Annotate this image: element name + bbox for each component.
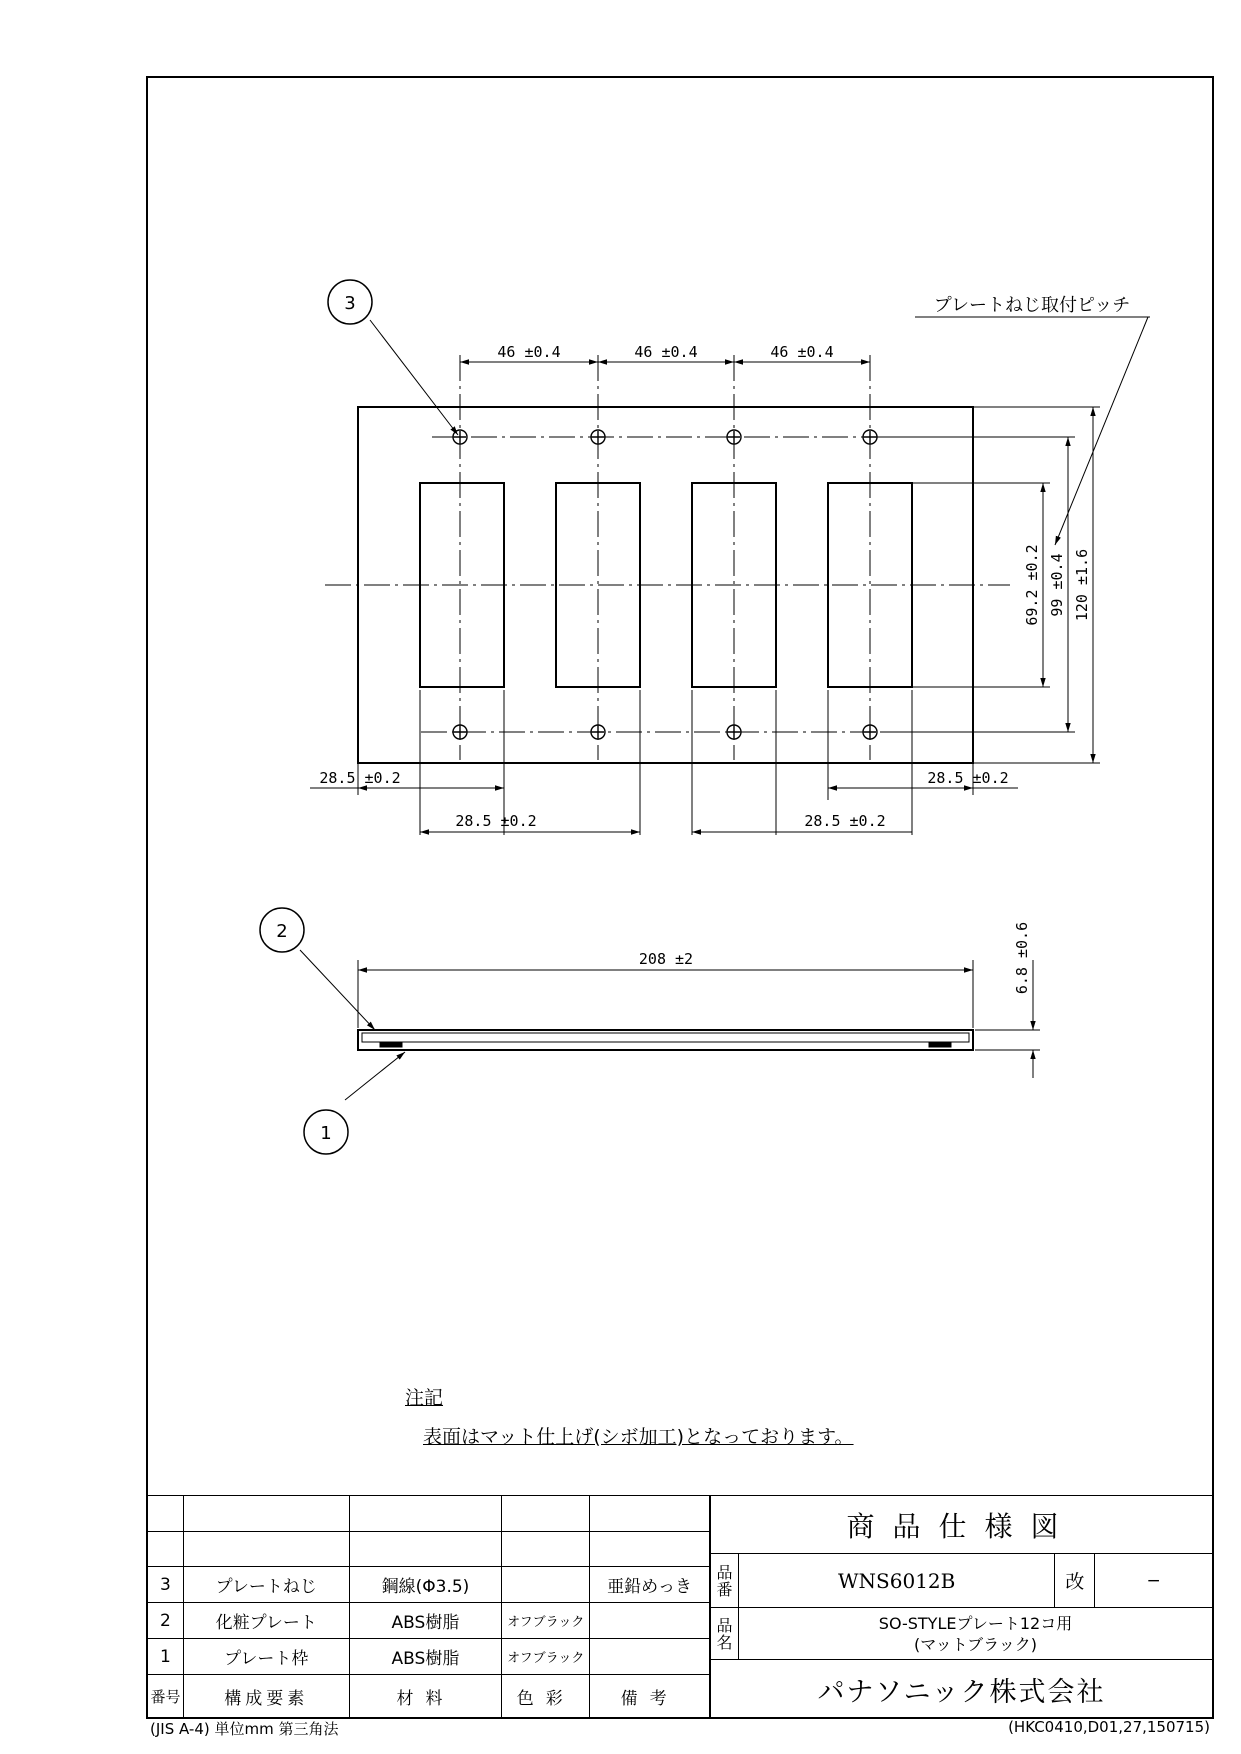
table-row: 1 プレート枠 ABS樹脂 オフブラック bbox=[148, 1639, 710, 1675]
notes-body: 表面はマット仕上げ(シボ加工)となっております。 bbox=[423, 1426, 854, 1448]
balloon-2 bbox=[260, 908, 304, 952]
dim-screw-pitch: 99 ±0.4 bbox=[1048, 553, 1066, 617]
side-view bbox=[300, 950, 1040, 1100]
dim-pitch-3: 46 ±0.4 bbox=[770, 343, 834, 361]
company-name: パナソニック株式会社 bbox=[711, 1660, 1213, 1719]
dim-left-edge: 28.5 ±0.2 bbox=[319, 769, 401, 787]
scale-note: (JIS A-4) 単位mm 第三角法 bbox=[150, 1720, 339, 1738]
drawing-code: (HKC0410,D01,27,150715) bbox=[1008, 1718, 1210, 1736]
svg-text:3: 3 bbox=[344, 293, 356, 314]
dim-right-edge: 28.5 ±0.2 bbox=[927, 769, 1009, 787]
dim-opening-height: 69.2 ±0.2 bbox=[1023, 544, 1041, 626]
dim-plate-width: 208 ±2 bbox=[638, 950, 694, 968]
table-header-row: 番号 構成要素 材料 色彩 備考 bbox=[148, 1675, 710, 1719]
dim-plate-height: 120 ±1.6 bbox=[1073, 548, 1091, 622]
dim-inner-left: 28.5 ±0.2 bbox=[455, 812, 537, 830]
dim-pitch-2: 46 ±0.4 bbox=[634, 343, 698, 361]
dimension-labels bbox=[319, 343, 1091, 994]
notes bbox=[405, 1383, 854, 1449]
part-number: WNS6012B bbox=[738, 1554, 1054, 1608]
notes-heading: 注記 bbox=[405, 1387, 444, 1409]
pitch-label: プレートねじ取付ピッチ bbox=[933, 295, 1131, 316]
table-row: 2 化粧プレート ABS樹脂 オフブラック bbox=[148, 1603, 710, 1639]
sheet-border bbox=[147, 77, 1213, 1718]
balloon-3 bbox=[328, 280, 372, 324]
balloon-1 bbox=[304, 1110, 348, 1154]
dim-pitch-1: 46 ±0.4 bbox=[497, 343, 561, 361]
svg-text:2: 2 bbox=[276, 921, 288, 942]
title-block: 商品仕様図 品番 WNS6012B 改 − 品名 SO-STYLEプレート12コ用 (マットブラック) パナソニック株式会社 bbox=[710, 1495, 1213, 1719]
parts-table bbox=[147, 1495, 710, 1719]
drawing-title: 商品仕様図 bbox=[711, 1496, 1213, 1554]
svg-text:1: 1 bbox=[320, 1123, 332, 1144]
dim-thickness: 6.8 ±0.6 bbox=[1013, 921, 1031, 995]
table-row: 3 プレートねじ 鋼線(Φ3.5) 亜鉛めっき bbox=[148, 1567, 710, 1603]
dim-inner-right: 28.5 ±0.2 bbox=[804, 812, 886, 830]
front-view bbox=[325, 355, 1010, 763]
product-name: SO-STYLEプレート12コ用 (マットブラック) bbox=[738, 1608, 1212, 1660]
